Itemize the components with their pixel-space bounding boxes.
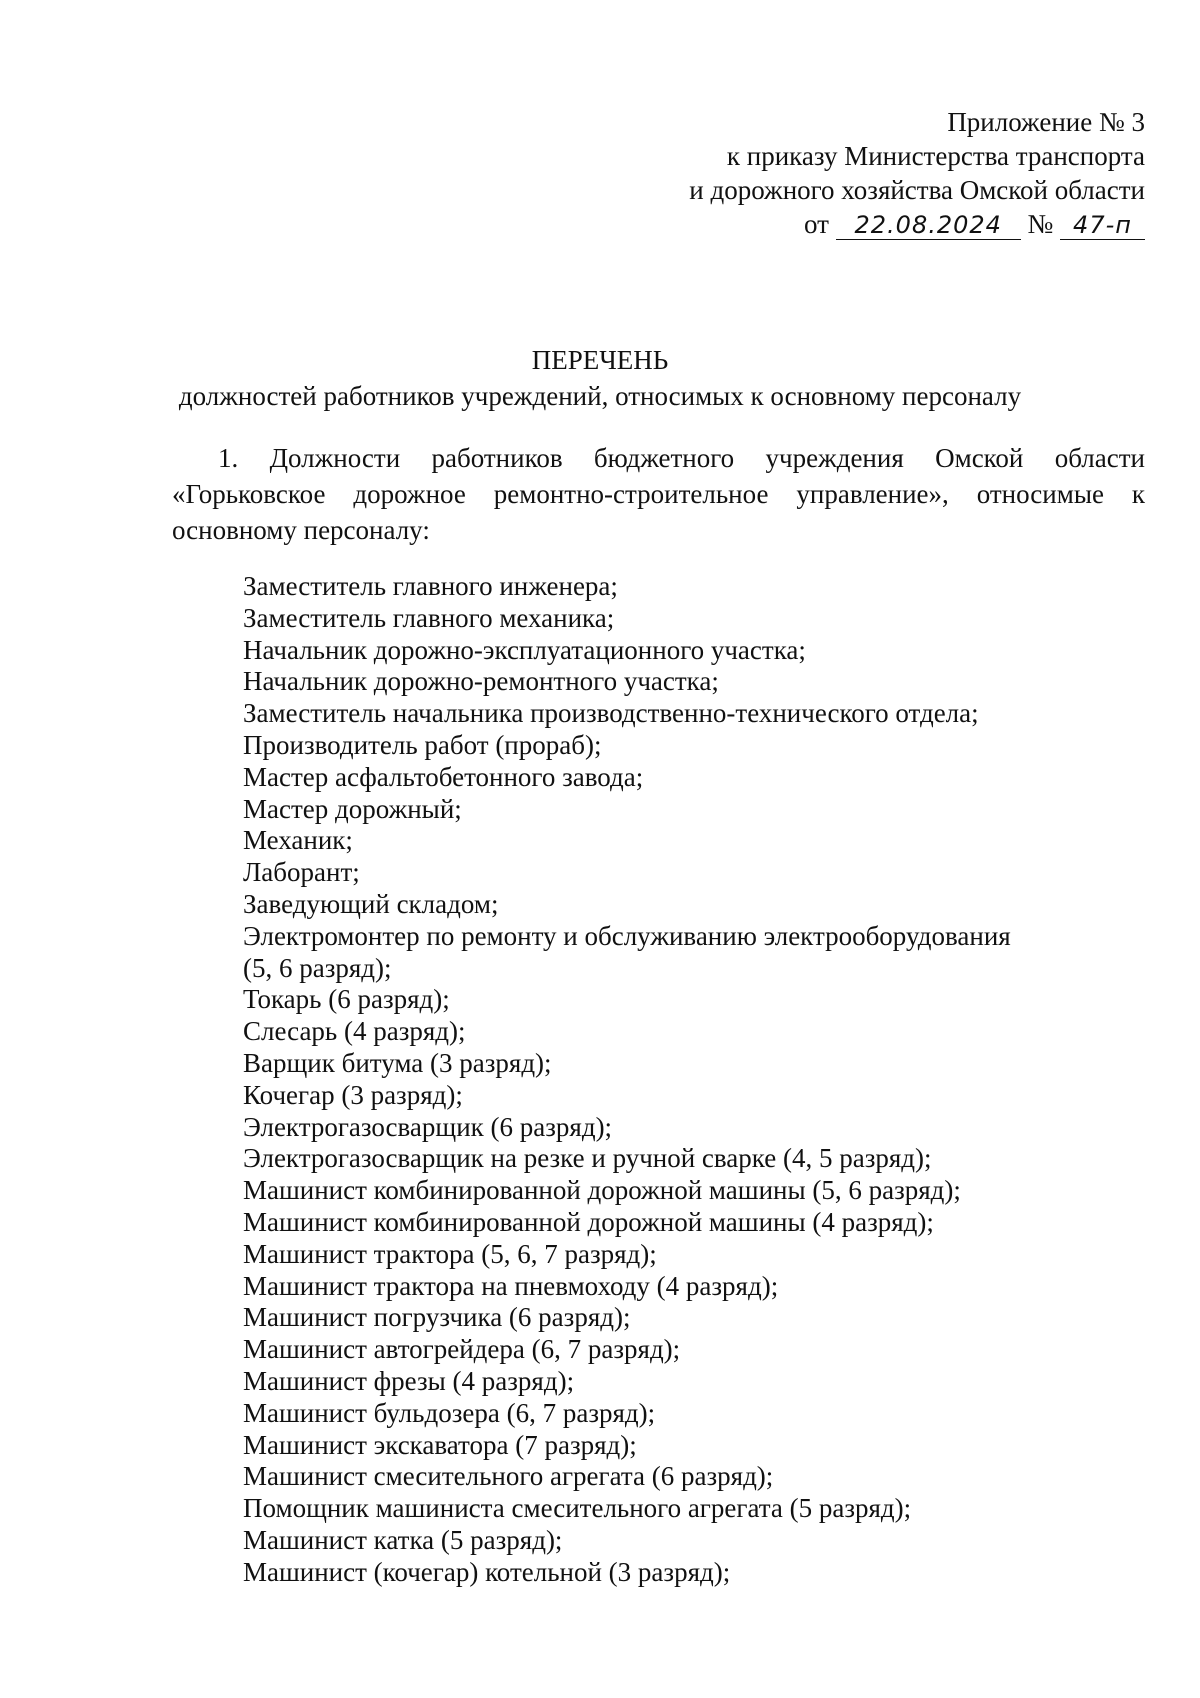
appendix-line-3: и дорожного хозяйства Омской области [689, 175, 1145, 205]
position-item: Начальник дорожно-ремонтного участка; [243, 666, 719, 697]
position-item: Слесарь (4 разряд); [243, 1016, 466, 1047]
intro-paragraph: 1. Должности работников бюджетного учреждения Омской области «Горьковское дорожное ремонтно-строительное управление», относимые к основному персоналу: [172, 443, 1145, 545]
position-item: Машинист погрузчика (6 разряд); [243, 1302, 631, 1333]
position-item: Мастер асфальтобетонного завода; [243, 761, 644, 792]
appendix-header [689, 105, 1145, 241]
position-item: Машинист комбинированной дорожной машины (4 разряд); [243, 1206, 934, 1237]
position-item: Электрогазосварщик на резке и ручной сварке (4, 5 разряд); [243, 1143, 932, 1174]
position-item: Машинист автогрейдера (6, 7 разряд); [243, 1334, 681, 1365]
position-item: Начальник дорожно-эксплуатационного участка; [243, 634, 806, 665]
position-item: Токарь (6 разряд); [243, 984, 450, 1015]
position-item: Машинист экскаватора (7 разряд); [243, 1429, 637, 1460]
position-item: Лаборант; [243, 857, 360, 888]
number-prefix: № [1027, 209, 1054, 239]
appendix-line-2: к приказу Министерства транспорта [726, 141, 1145, 171]
position-item: Заместитель главного инженера; [243, 571, 618, 601]
position-item: Машинист бульдозера (6, 7 разряд); [243, 1397, 656, 1428]
document-title: ПЕРЕЧЕНЬ [531, 345, 669, 375]
position-item: Помощник машиниста смесительного агрегата (5 разряд); [243, 1493, 912, 1524]
date-prefix: от [804, 209, 829, 239]
appendix-date-line [689, 207, 1145, 241]
position-item: Механик; [243, 825, 353, 856]
position-item: Варщик битума (3 разряд); [243, 1047, 552, 1078]
position-item: Заместитель начальника производственно-технического отдела; [243, 698, 979, 729]
position-item: Кочегар (3 разряд); [243, 1079, 463, 1110]
positions-list [243, 571, 1011, 1589]
position-item: Электромонтер по ремонту и обслуживанию электрооборудования [243, 920, 1011, 951]
position-item: Машинист смесительного агрегата (6 разряд); [243, 1461, 774, 1492]
position-item: Заместитель главного механика; [243, 602, 615, 633]
position-item: Мастер дорожный; [243, 793, 462, 824]
position-item: Электрогазосварщик (6 разряд); [243, 1111, 613, 1142]
position-item: Машинист трактора (5, 6, 7 разряд); [243, 1238, 657, 1269]
appendix-line-1: Приложение № 3 [947, 107, 1145, 137]
position-item: Машинист комбинированной дорожной машины (5, 6 разряд); [243, 1175, 961, 1206]
title-block [0, 342, 1200, 414]
position-item: Машинист фрезы (4 разряд); [243, 1365, 575, 1396]
position-item: Машинист (кочегар) котельной (3 разряд); [243, 1556, 731, 1587]
position-item: Заведующий складом; [243, 888, 499, 919]
document-subtitle: должностей работников учреждений, относимых к основному персоналу [178, 381, 1022, 411]
position-item: Машинист трактора на пневмоходу (4 разряд); [243, 1270, 779, 1301]
position-item: Машинист катка (5 разряд); [243, 1524, 563, 1555]
position-item: (5, 6 разряд); [243, 952, 392, 983]
handwritten-date: 22.08.2024 [836, 211, 1021, 240]
position-item: Производитель работ (прораб); [243, 729, 602, 760]
handwritten-number: 47-п [1060, 211, 1145, 240]
